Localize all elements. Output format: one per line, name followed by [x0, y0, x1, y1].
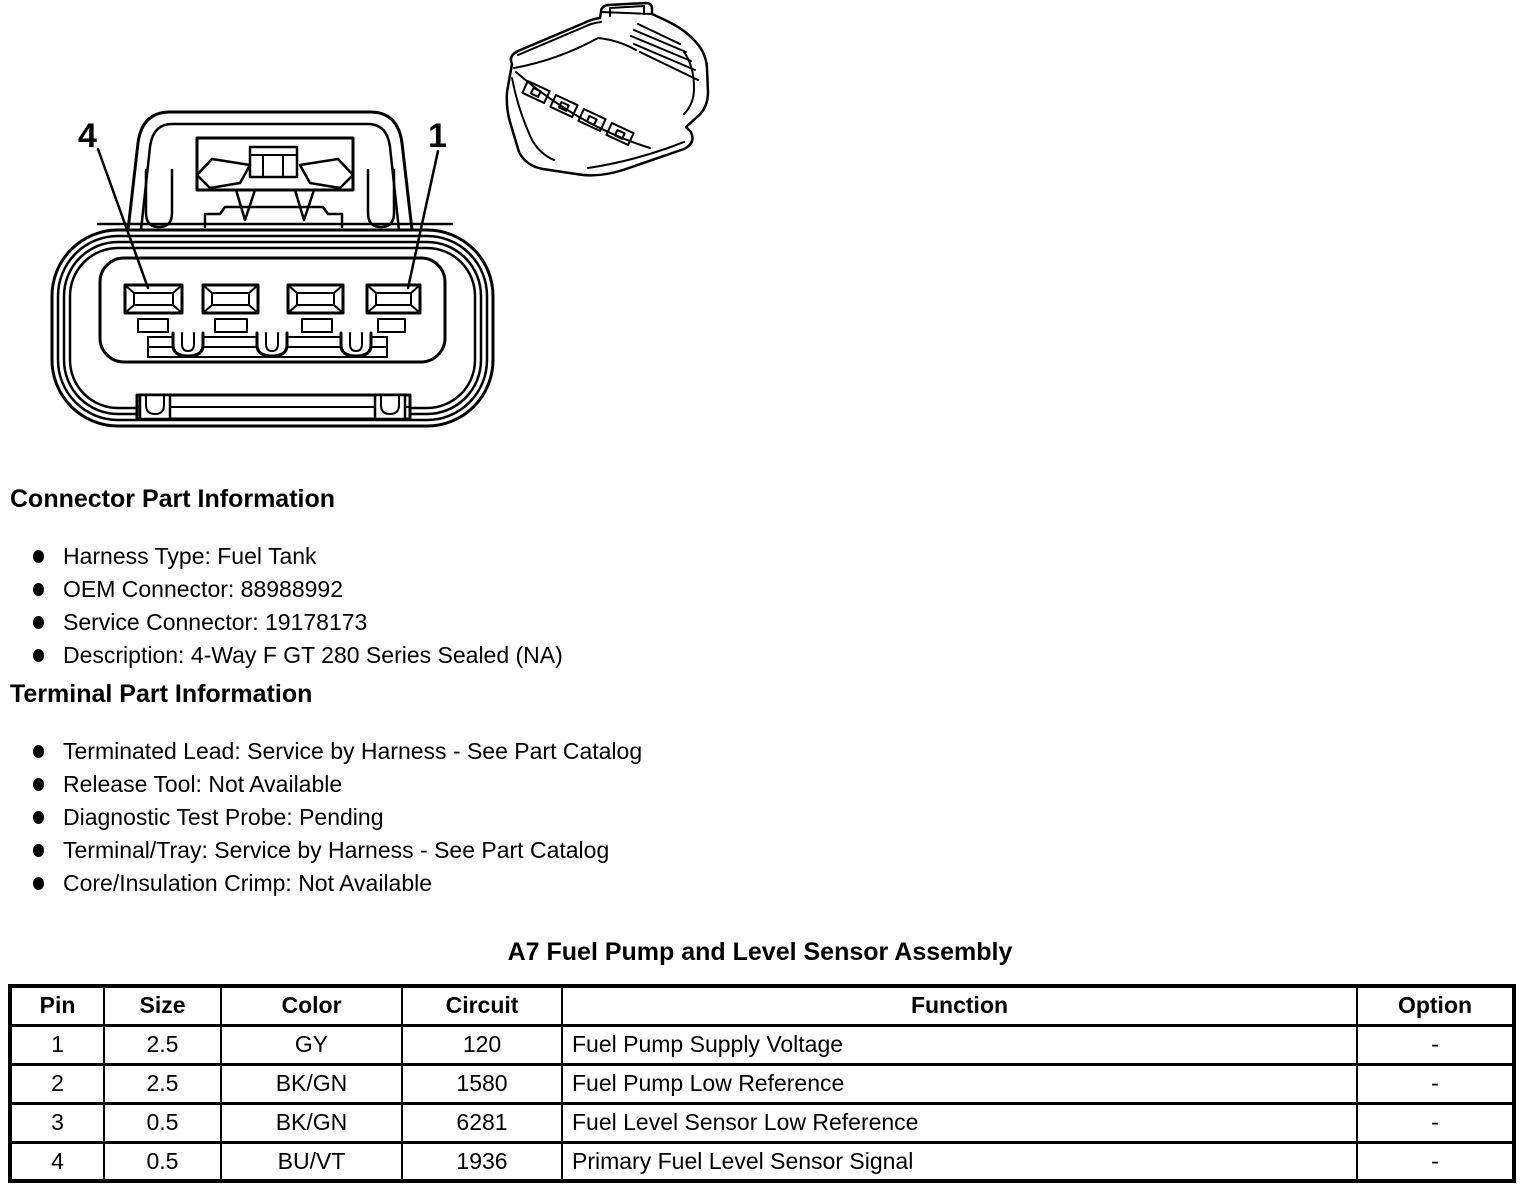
- bullet-icon: [33, 583, 44, 596]
- pin-cell: 1: [10, 1025, 104, 1064]
- color-cell: BK/GN: [221, 1064, 402, 1103]
- list-item-text: Terminated Lead: Service by Harness - See Part Catalog: [63, 738, 643, 764]
- bullet-icon: [33, 844, 44, 857]
- size-cell: 2.5: [104, 1025, 221, 1064]
- pin-cell: 2: [10, 1064, 104, 1103]
- function-cell: Fuel Pump Supply Voltage: [562, 1025, 1357, 1064]
- connector-part-information-heading: Connector Part Information: [10, 485, 336, 513]
- list-item: [8, 540, 563, 573]
- column-header-option: Option: [1357, 986, 1514, 1025]
- list-item: [8, 834, 642, 867]
- connector-part-information-list: [8, 540, 563, 672]
- option-cell: -: [1357, 1142, 1514, 1181]
- color-cell: BU/VT: [221, 1142, 402, 1181]
- connector-isometric-drawing: [488, 0, 728, 185]
- color-cell: BK/GN: [221, 1103, 402, 1142]
- size-cell: 0.5: [104, 1142, 221, 1181]
- column-header-size: Size: [104, 986, 221, 1025]
- column-header-color: Color: [221, 986, 402, 1025]
- color-cell: GY: [221, 1025, 402, 1064]
- column-header-pin: Pin: [10, 986, 104, 1025]
- bullet-icon: [33, 649, 44, 662]
- terminal-cavities: [125, 285, 420, 313]
- pin1-label: 1: [428, 117, 447, 155]
- circuit-cell: 1936: [402, 1142, 562, 1181]
- bullet-icon: [33, 778, 44, 791]
- list-item-text: Harness Type: Fuel Tank: [63, 543, 317, 569]
- bullet-icon: [33, 616, 44, 629]
- column-header-circuit: Circuit: [402, 986, 562, 1025]
- table-row: [10, 1142, 1514, 1181]
- pin1-leader-line: [408, 151, 438, 288]
- terminal-part-information-list: [8, 735, 642, 900]
- circuit-cell: 6281: [402, 1103, 562, 1142]
- pin-cell: 4: [10, 1142, 104, 1181]
- table-row: [10, 1103, 1514, 1142]
- list-item: [8, 573, 563, 606]
- circuit-cell: 120: [402, 1025, 562, 1064]
- table-header-row: [10, 986, 1514, 1025]
- list-item: [8, 639, 563, 672]
- bullet-icon: [33, 550, 44, 563]
- list-item: [8, 606, 563, 639]
- pin4-label: 4: [78, 117, 97, 155]
- pinout-table: [8, 984, 1516, 1183]
- list-item-text: Description: 4-Way F GT 280 Series Sealed (NA): [63, 642, 563, 668]
- function-cell: Primary Fuel Level Sensor Signal: [562, 1142, 1357, 1181]
- terminal-part-information-heading: Terminal Part Information: [10, 680, 313, 708]
- pin-cell: 3: [10, 1103, 104, 1142]
- list-item-text: Release Tool: Not Available: [63, 771, 343, 797]
- isometric-terminal-slots: [522, 81, 633, 145]
- list-item: [8, 735, 642, 768]
- table-row: [10, 1064, 1514, 1103]
- option-cell: -: [1357, 1103, 1514, 1142]
- list-item-text: Diagnostic Test Probe: Pending: [63, 804, 384, 830]
- list-item-text: OEM Connector: 88988992: [63, 576, 344, 602]
- option-cell: -: [1357, 1025, 1514, 1064]
- list-item-text: Service Connector: 19178173: [63, 609, 368, 635]
- list-item: [8, 768, 642, 801]
- option-cell: -: [1357, 1064, 1514, 1103]
- bullet-icon: [33, 745, 44, 758]
- size-cell: 0.5: [104, 1103, 221, 1142]
- list-item: [8, 801, 642, 834]
- list-item: [8, 867, 642, 900]
- bullet-icon: [33, 811, 44, 824]
- connector-front-view-diagram: [40, 95, 520, 470]
- list-item-text: Terminal/Tray: Service by Harness - See Part Catalog: [63, 837, 610, 863]
- bullet-icon: [33, 877, 44, 890]
- size-cell: 2.5: [104, 1064, 221, 1103]
- function-cell: Fuel Level Sensor Low Reference: [562, 1103, 1357, 1142]
- function-cell: Fuel Pump Low Reference: [562, 1064, 1357, 1103]
- circuit-cell: 1580: [402, 1064, 562, 1103]
- column-header-function: Function: [562, 986, 1357, 1025]
- pinout-table-title: A7 Fuel Pump and Level Sensor Assembly: [507, 938, 1013, 966]
- list-item-text: Core/Insulation Crimp: Not Available: [63, 870, 433, 896]
- table-row: [10, 1025, 1514, 1064]
